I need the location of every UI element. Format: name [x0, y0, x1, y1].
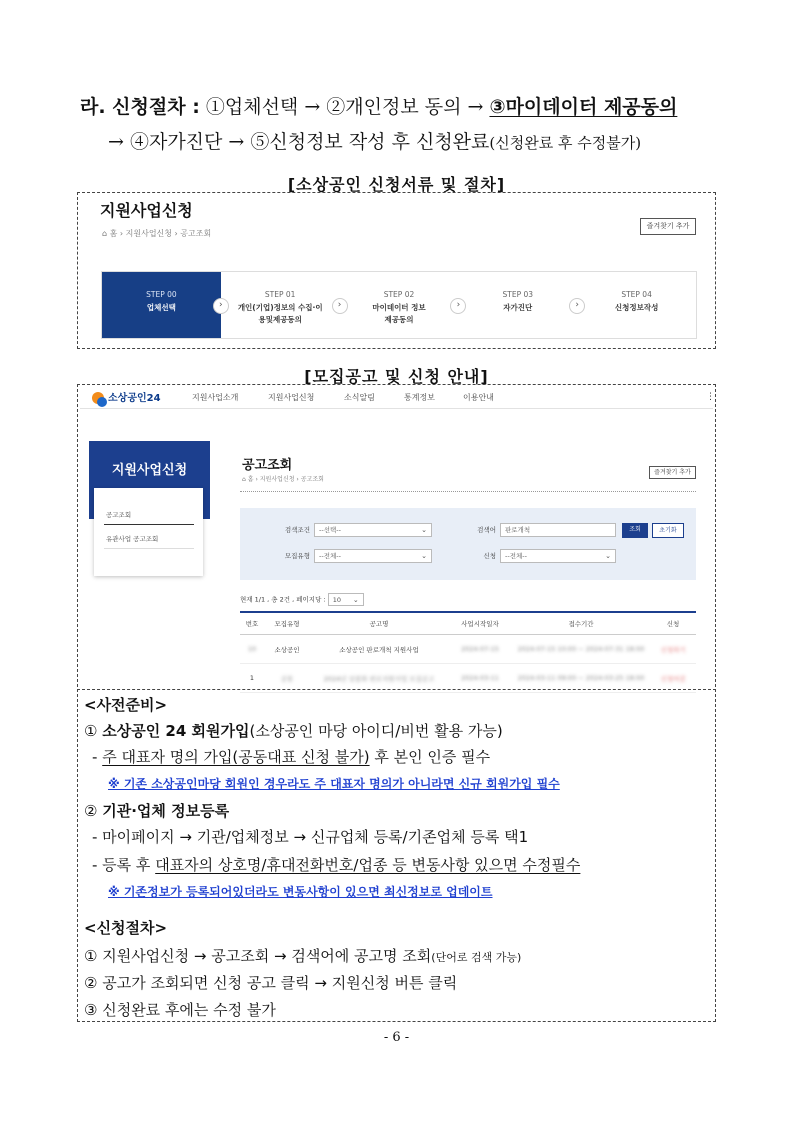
side-item-underline [104, 524, 194, 525]
breadcrumb [102, 228, 211, 239]
result-count-text: 현재 1/1 , 총 2건 , 페이지당 : [240, 595, 326, 604]
select-value: --전체-- [319, 552, 341, 560]
chevron-down-icon: ⌄ [605, 552, 611, 560]
cell-start: 2024-07-15 [448, 635, 512, 664]
chevron-right-icon: › [332, 298, 348, 314]
step-number: STEP 02 [383, 290, 415, 299]
item-sub-emphasis: 주 대표자 명의 가입(공동대표 신청 불가) [102, 748, 370, 766]
nav-menu-item[interactable]: 이용안내 [463, 393, 494, 402]
input-value: 판로개척 [505, 526, 531, 534]
cell-type: 소상공인 [264, 635, 310, 664]
column-header: 공고명 [310, 612, 448, 635]
procedure-steps-highlight: ③마이데이터 제공동의 [489, 96, 678, 118]
side-menu [94, 488, 203, 576]
cell-title[interactable]: 2024년 상품화 판로지원사업 모집공고 [310, 664, 448, 693]
nav-menu-item[interactable]: 통계정보 [404, 393, 435, 402]
cell-title[interactable]: 소상공인 판로개척 지원사업 [310, 635, 448, 664]
column-header: 사업시작일자 [448, 612, 512, 635]
logo-icon [92, 392, 104, 404]
page-number: - 6 - [383, 1030, 410, 1045]
nav-menu-item[interactable]: 소식알림 [344, 393, 375, 402]
cell-status[interactable]: 신청하기 [650, 635, 696, 664]
chevron-right-icon: › [450, 298, 466, 314]
keyword-label: 검색어 [477, 526, 496, 534]
logo-text: 소상공인24 [108, 393, 161, 404]
item-sub-emphasis: 대표자의 상호명/휴대전화번호/업종 등 변동사항 있으면 수정필수 [155, 856, 581, 874]
nav-menu-item[interactable]: 지원사업소개 [192, 393, 239, 402]
search-button[interactable]: 조회 [622, 523, 648, 538]
dash: - [92, 748, 98, 766]
cell-no: 10 [240, 635, 264, 664]
chevron-down-icon: ⌄ [352, 596, 359, 604]
procedure-steps-b: → ④자가진단 → ⑤신청정보 작성 후 신청완료 [108, 131, 490, 153]
item-sub-rest: 후 본인 인증 필수 [374, 748, 491, 766]
select-value: 10 [332, 596, 341, 604]
apply-heading: <신청절차> [84, 919, 168, 937]
procedure-prefix: 라. 신청절차 : [80, 96, 200, 118]
cell-period: 2024-03-11 09:00 ~ 2024-03-25 18:00 [512, 664, 650, 693]
table-header [240, 612, 696, 635]
prep-item-1 [84, 720, 503, 741]
cell-period: 2024-07-15 10:00 ~ 2024-07-31 18:00 [512, 635, 650, 664]
item-detail: (소상공인 마당 아이디/비번 활용 가능) [249, 722, 503, 740]
cell-start: 2024-03-11 [448, 664, 512, 693]
more-menu-icon[interactable]: ⋮ [706, 392, 715, 402]
step-number: STEP 00 [146, 290, 177, 299]
side-menu-title-text: 지원사업신청 [111, 463, 188, 478]
step-number: STEP 03 [502, 290, 534, 299]
side-item-notice[interactable]: 공고조회 [106, 511, 132, 519]
step-label: 자가진단 [503, 303, 533, 312]
search-panel [240, 508, 696, 580]
procedure-note: (신청완료 후 수정불가) [489, 134, 642, 152]
title-divider [240, 491, 696, 492]
step-03[interactable] [458, 272, 577, 338]
notice-table [240, 611, 696, 693]
side-item-related-notice[interactable]: 유관사업 공고조회 [106, 535, 159, 543]
item-number: ① [84, 722, 98, 740]
apply-label: 신청 [483, 552, 496, 560]
table-row[interactable] [240, 664, 696, 693]
chevron-down-icon: ⌄ [421, 526, 427, 534]
apply-step-1 [84, 945, 521, 966]
content-breadcrumb [242, 474, 324, 483]
item-number: ② [84, 802, 98, 820]
chevron-right-icon: › [569, 298, 585, 314]
breadcrumb-text: 홈 › 지원사업신청 › 공고조회 [109, 229, 212, 238]
favorite-add-button[interactable]: 즐겨찾기 추가 [649, 466, 696, 479]
step-04[interactable] [577, 272, 696, 338]
procedure-line-2 [108, 127, 641, 154]
item-title: 기관·업체 정보등록 [102, 802, 230, 820]
prep-note-1: ※ 기존 소상공인마당 회원인 경우라도 주 대표자 명의가 아니라면 신규 회원가입 필수 [108, 777, 560, 791]
result-count [240, 593, 364, 606]
caption-notice-guide: [모집공고 및 신청 안내] [304, 367, 489, 386]
home-icon[interactable]: ⌂ [242, 476, 246, 483]
nav-menu-item[interactable]: 지원사업신청 [268, 393, 315, 402]
step-label: 신청정보작성 [614, 303, 659, 312]
column-header: 접수기간 [512, 612, 650, 635]
favorite-add-button[interactable]: 즐겨찾기 추가 [640, 218, 696, 235]
step-number: STEP 01 [264, 290, 296, 299]
apply-step-1-main: ① 지원사업신청 → 공고조회 → 검색어에 공고명 조회 [84, 947, 432, 965]
procedure-steps-a: ①업체선택 → ②개인정보 동의 → [205, 96, 484, 118]
prep-item-2-sub-2 [92, 854, 580, 875]
search-condition-label: 검색조건 [284, 526, 310, 534]
side-item-divider [104, 548, 194, 549]
prep-heading: <사전준비> [84, 696, 168, 714]
step-00[interactable] [102, 272, 221, 338]
apply-step-2: ② 공고가 조회되면 신청 공고 클릭 → 지원신청 버튼 클릭 [84, 974, 458, 992]
search-condition-select[interactable] [314, 523, 432, 537]
cell-type: 공통 [264, 664, 310, 693]
step-01[interactable] [221, 272, 340, 338]
select-value: --선택-- [319, 526, 341, 534]
item-title: 소상공인 24 회원가입 [102, 722, 250, 740]
prep-item-2-sub-1: - 마이페이지 → 기관/업체정보 → 신규업체 등록/기존업체 등록 택1 [92, 828, 529, 846]
apply-step-1-note: (단어로 검색 가능) [431, 951, 522, 964]
prep-note-2: ※ 기존정보가 등록되어있더라도 변동사항이 있으면 최신정보로 업데이트 [108, 885, 493, 899]
prep-item-1-sub [92, 746, 490, 767]
procedure-line-1 [80, 92, 677, 119]
column-header: 번호 [240, 612, 264, 635]
page-title: 지원사업신청 [100, 201, 193, 220]
chevron-right-icon: › [213, 298, 229, 314]
content-title: 공고조회 [242, 458, 293, 473]
home-icon[interactable]: ⌂ [102, 229, 108, 238]
cell-status[interactable]: 신청마감 [650, 664, 696, 693]
step-label: 업체선택 [146, 303, 176, 312]
step-02[interactable] [340, 272, 459, 338]
item-sub-pre: - 등록 후 [92, 856, 151, 874]
caption-application-docs: [소상공인 신청서류 및 절차] [287, 175, 506, 194]
chevron-down-icon: ⌄ [421, 552, 427, 560]
keyword-input[interactable] [500, 523, 616, 537]
prep-item-2 [84, 800, 229, 821]
column-header: 신청 [650, 612, 696, 635]
header-divider [80, 408, 713, 409]
breadcrumb-text: 홈 › 지원사업신청 › 공고조회 [247, 476, 324, 483]
cell-no: 1 [240, 664, 264, 693]
column-header: 모집유형 [264, 612, 310, 635]
reset-button[interactable]: 초기화 [652, 523, 684, 538]
step-progress [101, 271, 697, 339]
step-label: 개인(기업)정보의 수집·이용및제공동의 [237, 303, 323, 324]
recruit-type-select[interactable] [314, 549, 432, 563]
recruit-type-label: 모집유형 [284, 552, 310, 560]
apply-select[interactable] [500, 549, 616, 563]
select-value: --전체-- [505, 552, 527, 560]
site-logo[interactable] [92, 389, 161, 404]
step-number: STEP 04 [621, 290, 652, 299]
step-label: 마이데이터 정보제공동의 [372, 303, 426, 324]
apply-step-3: ③ 신청완료 후에는 수정 불가 [84, 1001, 276, 1019]
table-row[interactable] [240, 635, 696, 664]
page-size-select[interactable] [328, 593, 364, 606]
